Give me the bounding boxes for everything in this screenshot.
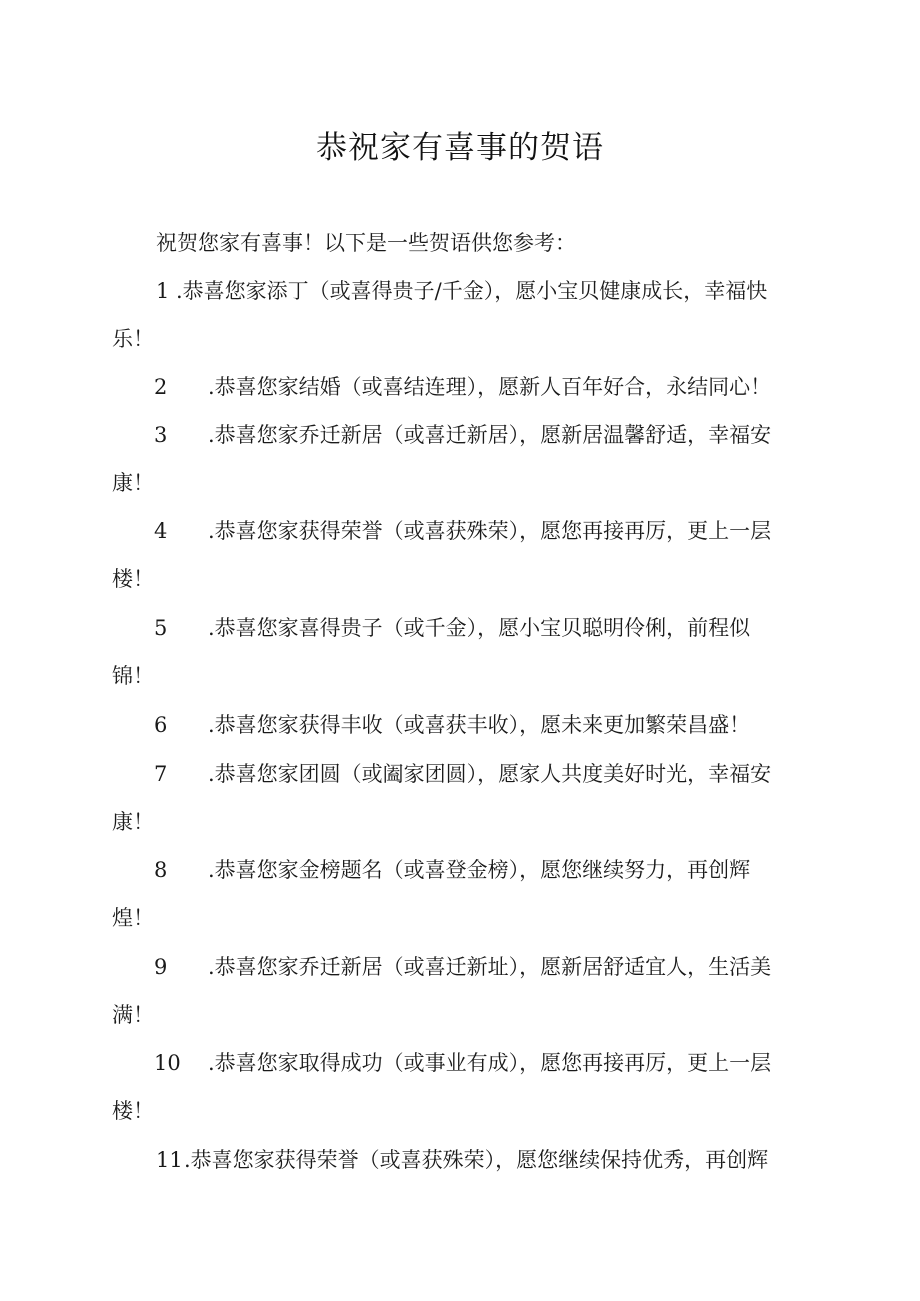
- item-number: 11: [156, 1148, 183, 1172]
- item-continuation: 康！: [112, 810, 154, 834]
- intro-paragraph: 祝贺您家有喜事！以下是一些贺语供您参考：: [156, 231, 576, 255]
- item-number: 10: [154, 1051, 181, 1075]
- document-title: 恭祝家有喜事的贺语: [316, 130, 604, 166]
- list-item: [112, 952, 812, 1027]
- item-text: .恭喜您家乔迁新居（或喜迁新居），愿新居温馨舒适，幸福安: [208, 423, 772, 447]
- item-number: 9: [154, 955, 168, 979]
- item-number: 5: [154, 616, 168, 640]
- item-number: 3: [154, 423, 168, 447]
- item-text: .恭喜您家结婚（或喜结连理），愿新人百年好合，永结同心！: [208, 375, 772, 399]
- item-number: 8: [154, 858, 168, 882]
- item-continuation: 楼！: [112, 567, 154, 591]
- item-continuation: 满！: [112, 1003, 154, 1027]
- item-number: 6: [154, 713, 168, 737]
- list-item: [112, 1145, 812, 1175]
- list-item: [112, 613, 812, 688]
- item-continuation: 楼！: [112, 1099, 154, 1123]
- item-text: .恭喜您家获得荣誉（或喜获殊荣），愿您再接再厉，更上一层: [208, 519, 772, 543]
- item-number: 2: [154, 375, 168, 399]
- item-continuation: 康！: [112, 471, 154, 495]
- item-number: 7: [154, 762, 168, 786]
- item-text: .恭喜您家团圆（或阖家团圆），愿家人共度美好时光，幸福安: [208, 762, 772, 786]
- item-text: .恭喜您家获得丰收（或喜获丰收），愿未来更加繁荣昌盛！: [208, 713, 751, 737]
- item-continuation: 乐！: [112, 327, 154, 351]
- item-text: .恭喜您家添丁（或喜得贵子/千金），愿小宝贝健康成长，幸福快: [176, 279, 768, 303]
- item-continuation: 锦！: [112, 664, 154, 688]
- list-item: [112, 372, 812, 402]
- item-text: .恭喜您家金榜题名（或喜登金榜），愿您继续努力，再创辉: [208, 858, 751, 882]
- list-item: [112, 420, 812, 495]
- list-item: [112, 855, 812, 930]
- item-number: 4: [154, 519, 168, 543]
- item-text: .恭喜您家获得荣誉（或喜获殊荣），愿您继续保持优秀，再创辉: [184, 1148, 769, 1172]
- list-item: [112, 276, 812, 351]
- item-text: .恭喜您家喜得贵子（或千金），愿小宝贝聪明伶俐，前程似: [208, 616, 751, 640]
- list-item: [112, 516, 812, 591]
- item-continuation: 煌！: [112, 906, 154, 930]
- item-text: .恭喜您家取得成功（或事业有成），愿您再接再厉，更上一层: [208, 1051, 772, 1075]
- list-item: [112, 759, 812, 834]
- item-number: 1: [156, 279, 170, 303]
- list-item: [112, 1048, 812, 1123]
- item-text: .恭喜您家乔迁新居（或喜迁新址），愿新居舒适宜人，生活美: [208, 955, 772, 979]
- list-item: [112, 710, 812, 740]
